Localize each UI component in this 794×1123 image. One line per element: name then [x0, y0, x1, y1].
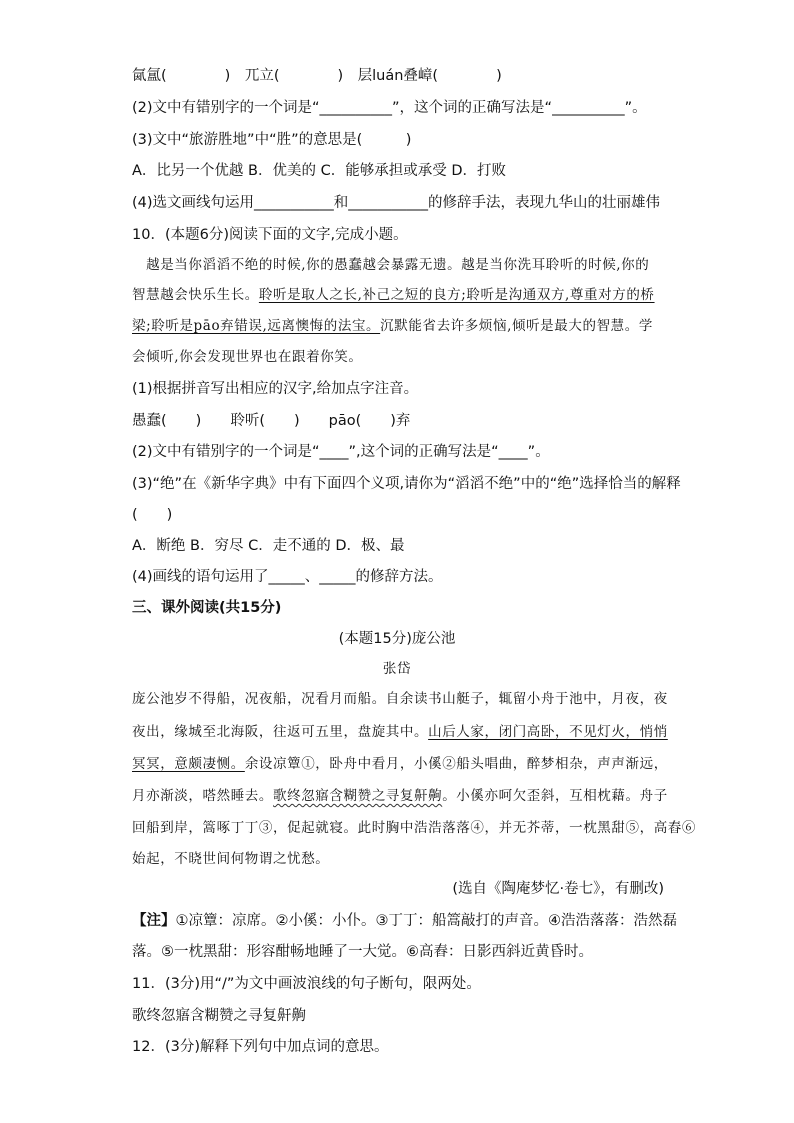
- q10-passage-line: [132, 316, 653, 336]
- note-text: ①凉簟：凉席。②小傒：小仆。③丁丁：船篙敲打的声音。④浩浩落落：浩然磊: [175, 913, 677, 929]
- q9-meaning-question: (3)文中“旅游胜地”中“胜”的意思是( ): [132, 132, 412, 148]
- q10-header: 10．(本题6分)阅读下面的文字,完成小题。: [132, 227, 408, 243]
- passage-line: 庞公池岁不得船，况夜船，况看月而船。自余读书山艇子，辄留小舟于池中，月夜，夜: [132, 691, 668, 707]
- passage-text: 夜出，缘城至北海阪，往返可五里，盘旋其中。: [132, 724, 429, 740]
- q11-sentence: 歌终忽寤含糊赞之寻复鼾齁: [132, 1008, 306, 1024]
- underlined-sentence: 冥冥，意颇凄恻。: [132, 756, 245, 772]
- q10-passage-line: 越是当你滔滔不绝的时候,你的愚蠢越会暴露无遗。越是当你洗耳聆听的时候,你的: [132, 257, 650, 273]
- passage-title: (本题15分)庞公池: [338, 631, 456, 647]
- passage-text: 沉默能省去许多烦恼,倾听是最大的智慧。学: [380, 318, 653, 334]
- q9-meaning-options: A．比另一个优越 B．优美的 C．能够承担或承受 D．打败: [132, 163, 506, 179]
- q9-rhetoric-question: (4)选文画线句运用___________和___________的修辞手法，表现九华山的壮丽雄伟: [132, 195, 661, 211]
- q10-pinyin-question: (1)根据拼音写出相应的汉字,给加点字注音。: [132, 381, 419, 397]
- passage-text: 月亦渐淡，嗒然睡去。: [132, 788, 273, 804]
- passage-text: 。小傒亦呵欠歪斜，互相枕藉。舟子: [442, 788, 668, 804]
- underlined-sentence: 山后人家，闭门高卧，不见灯火，悄悄: [428, 724, 668, 740]
- q10-rhetoric-question: (4)画线的语句运用了_____、_____的修辞方法。: [132, 569, 443, 585]
- q9-pinyin-row: 氤氲( ) 兀立( ) 层luán叠嶂( ): [132, 68, 502, 84]
- q10-pinyin-items: 愚蠢( ) 聆听( ) pāo( )弃: [132, 413, 411, 429]
- q9-typo-question: (2)文中有错别字的一个词是“__________”，这个词的正确写法是“__________”。: [132, 100, 647, 116]
- passage-author: 张岱: [382, 661, 412, 677]
- q10-passage-line: [132, 285, 655, 305]
- q10-meaning-question: (3)“绝”在《新华字典》中有下面四个义项,请你为“滔滔不绝”中的“绝”选择恰当的解释: [132, 476, 681, 492]
- q10-answer-blank: ( ): [132, 507, 173, 523]
- q10-passage-line: 会倾听,你会发现世界也在跟着你笑。: [132, 349, 363, 365]
- passage-text: 智慧越会快乐生长。: [132, 287, 259, 303]
- underlined-sentence: 聆听是取人之长,补己之短的良方;聆听是沟通双方,尊重对方的桥: [258, 287, 655, 303]
- wavy-underlined-sentence: 歌终忽寤含糊赞之寻复鼾齁: [273, 788, 443, 804]
- annotation-line: [132, 911, 677, 931]
- passage-line: [132, 722, 668, 742]
- note-label: 【注】: [132, 913, 176, 929]
- q10-meaning-options: A．断绝 B．穷尽 C．走不通的 D．极、最: [132, 538, 405, 554]
- passage-line: [132, 754, 668, 774]
- passage-line: 回船到岸，篙啄丁丁③，促起就寝。此时胸中浩浩落落④，并无芥蒂，一枕黑甜⑤，高舂⑥: [132, 820, 696, 836]
- underlined-sentence: 梁;聆听是pāo弃错误,远离懊悔的法宝。: [132, 318, 381, 334]
- passage-source: (选自《陶庵梦忆·卷七》，有删改): [452, 881, 664, 897]
- passage-line: 始起，不晓世间何物谓之忧愁。: [132, 851, 330, 867]
- q10-typo-question: (2)文中有错别字的一个词是“____”,这个词的正确写法是“____”。: [132, 444, 550, 460]
- passage-text: 余设凉簟①，卧舟中看月，小傒②船头唱曲，醉梦相杂，声声渐远，: [244, 756, 668, 772]
- section-heading: 三、课外阅读(共15分): [132, 600, 282, 616]
- q12-question: 12．(3分)解释下列句中加点词的意思。: [132, 1039, 389, 1055]
- annotation-line: 落。⑤一枕黑甜：形容酣畅地睡了一大觉。⑥高舂：日影西斜近黄昏时。: [132, 944, 593, 960]
- q11-question: 11．(3分)用“/”为文中画波浪线的句子断句，限两处。: [132, 976, 481, 992]
- passage-line: [132, 786, 668, 806]
